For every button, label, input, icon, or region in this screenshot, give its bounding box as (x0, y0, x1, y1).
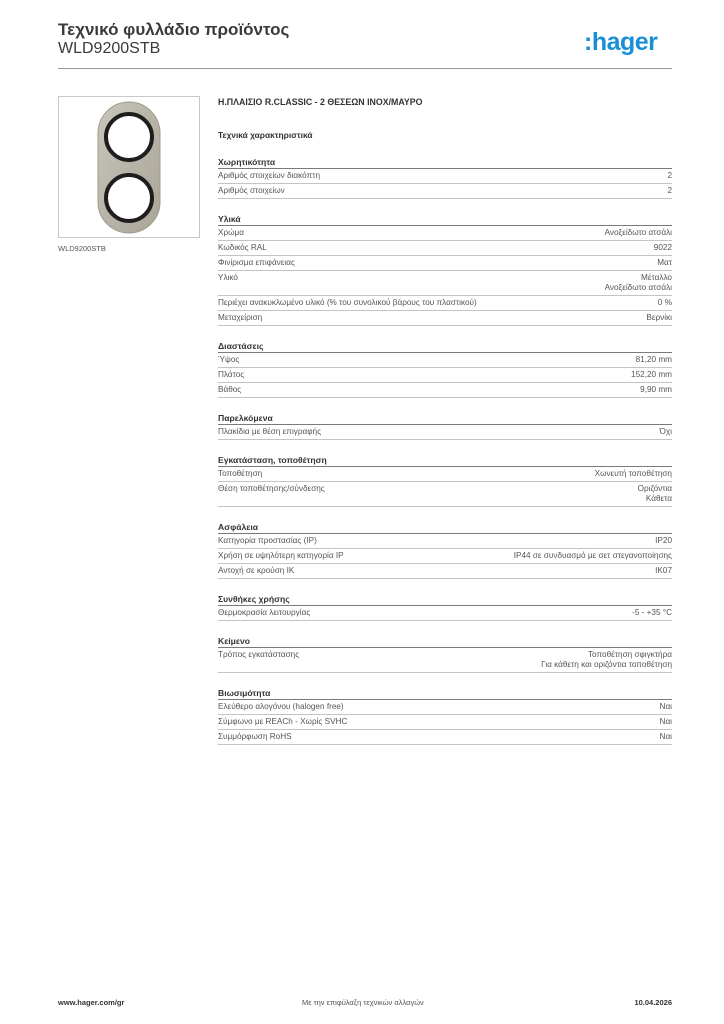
spec-label: Περιέχει ανακυκλωμένο υλικό (% του συνολικού βάρους του πλαστικού) (218, 298, 477, 307)
spec-sections (218, 157, 672, 745)
spec-label: Χρήση σε υψηλότερη κατηγορία IP (218, 551, 344, 560)
spec-label: Συμμόρφωση RoHS (218, 732, 292, 741)
spec-value-line: 2 (667, 186, 672, 195)
spec-value (496, 243, 672, 253)
spec-label: Αντοχή σε κρούση IK (218, 566, 295, 575)
spec-row (218, 467, 672, 482)
spec-label: Κατηγορία προστασίας (IP) (218, 536, 317, 545)
frame-illustration (59, 97, 199, 237)
spec-value-line: Ανοξείδωτο ατσάλι (604, 228, 672, 237)
spec-value-line: Για κάθετη και οριζόντια τοποθέτηση (541, 660, 672, 669)
spec-row (218, 549, 672, 564)
product-code: WLD9200STB (58, 40, 161, 57)
spec-label: Θέση τοποθέτησης/σύνδεσης (218, 484, 325, 493)
spec-value-line: 2 (667, 171, 672, 180)
spec-value-line: Ναι (659, 732, 672, 741)
footer-date: 10.04.2026 (634, 998, 672, 1007)
spec-section (218, 688, 672, 745)
spec-value (496, 469, 672, 479)
spec-label: Ελεύθερο αλογόνου (halogen free) (218, 702, 344, 711)
spec-subtitle: Τεχνικά χαρακτηριστικά (218, 130, 313, 140)
section-heading: Βιωσιμότητα (218, 688, 672, 700)
spec-row (218, 296, 672, 311)
spec-row (218, 730, 672, 745)
spec-row (218, 184, 672, 199)
spec-value (496, 355, 672, 365)
spec-value-line: Οριζόντια (637, 484, 672, 493)
section-heading: Συνθήκες χρήσης (218, 594, 672, 606)
product-name: Η.ΠΛΑΙΣΙΟ R.CLASSIC - 2 ΘΕΣΕΩΝ INOX/ΜΑΥΡΟ (218, 97, 423, 107)
spec-row (218, 700, 672, 715)
spec-label: Θερμοκρασία λειτουργίας (218, 608, 311, 617)
spec-label: Υλικό (218, 273, 238, 282)
spec-label: Χρώμα (218, 228, 244, 237)
spec-row (218, 564, 672, 579)
spec-value-line: 0 % (657, 298, 672, 307)
document-title: Τεχνικό φυλλάδιο προϊόντος (58, 20, 290, 39)
spec-value-line: Κάθετα (645, 494, 672, 503)
spec-section (218, 413, 672, 440)
spec-row (218, 353, 672, 368)
spec-section (218, 455, 672, 507)
spec-label: Κωδικός RAL (218, 243, 267, 252)
spec-label: Σύμφωνο με REACh - Χωρίς SVHC (218, 717, 348, 726)
spec-section (218, 522, 672, 579)
spec-row (218, 241, 672, 256)
section-heading: Παρελκόμενα (218, 413, 672, 425)
spec-label: Τρόπος εγκατάστασης (218, 650, 300, 659)
spec-section (218, 594, 672, 621)
spec-value-line: IP20 (655, 536, 672, 545)
spec-value-line: 81,20 mm (635, 355, 672, 364)
section-heading: Κείμενο (218, 636, 672, 648)
spec-row (218, 256, 672, 271)
product-image-caption: WLD9200STB (58, 244, 106, 253)
spec-row (218, 606, 672, 621)
spec-label: Τοποθέτηση (218, 469, 263, 478)
spec-value (496, 702, 672, 712)
spec-value-line: Ανοξείδωτο ατσάλι (604, 283, 672, 292)
spec-value-line: Τοποθέτηση σφιγκτήρα (587, 650, 672, 659)
spec-row (218, 482, 672, 507)
spec-value (496, 427, 672, 437)
product-image (58, 96, 200, 238)
section-heading: Εγκατάσταση, τοποθέτηση (218, 455, 672, 467)
spec-content (218, 96, 672, 745)
spec-value (496, 732, 672, 742)
spec-value (496, 370, 672, 380)
footer-disclaimer: Με την επιφύλαξη τεχνικών αλλαγών (302, 998, 424, 1007)
spec-row (218, 715, 672, 730)
spec-row (218, 648, 672, 673)
spec-value (496, 171, 672, 181)
spec-value-line: 9022 (653, 243, 672, 252)
spec-label: Ύψος (218, 355, 240, 364)
hager-logo-text: :hager (584, 28, 658, 56)
spec-value (496, 298, 672, 308)
section-heading: Υλικά (218, 214, 672, 226)
spec-value (496, 608, 672, 618)
section-heading: Ασφάλεια (218, 522, 672, 534)
spec-row (218, 226, 672, 241)
spec-label: Μεταχείριση (218, 313, 263, 322)
spec-value-line: Ναι (659, 702, 672, 711)
spec-value (496, 228, 672, 238)
spec-value (496, 484, 672, 504)
spec-value-line: 9,90 mm (640, 385, 672, 394)
spec-value (496, 273, 672, 293)
section-heading: Χωρητικότητα (218, 157, 672, 169)
spec-row (218, 271, 672, 296)
spec-row (218, 368, 672, 383)
spec-value (496, 536, 672, 546)
spec-row (218, 534, 672, 549)
spec-value (496, 186, 672, 196)
spec-section (218, 214, 672, 326)
spec-value (496, 385, 672, 395)
spec-value (496, 650, 672, 670)
spec-row (218, 311, 672, 326)
spec-value-line: IP44 σε συνδυασμό με σετ στεγανοποίησης (513, 551, 672, 560)
spec-value-line: Μέταλλο (641, 273, 672, 282)
spec-section (218, 157, 672, 199)
spec-label: Αριθμός στοιχείων (218, 186, 285, 195)
spec-label: Πλακίδια με θέση επιγραφής (218, 427, 322, 436)
spec-value-line: Ναι (659, 717, 672, 726)
spec-row (218, 425, 672, 440)
spec-value-line: Χωνευτή τοποθέτηση (594, 469, 672, 478)
spec-value (496, 551, 672, 561)
spec-value (496, 566, 672, 576)
spec-value-line: Ματ (657, 258, 672, 267)
spec-row (218, 169, 672, 184)
spec-value (496, 258, 672, 268)
section-heading: Διαστάσεις (218, 341, 672, 353)
spec-label: Βάθος (218, 385, 242, 394)
spec-value-line: Όχι (659, 427, 672, 436)
spec-value (496, 717, 672, 727)
footer-website-link[interactable]: www.hager.com/gr (58, 998, 125, 1007)
spec-row (218, 383, 672, 398)
spec-value-line: 152,20 mm (631, 370, 672, 379)
spec-value-line: -5 - +35 °C (632, 608, 672, 617)
spec-value (496, 313, 672, 323)
spec-label: Αριθμός στοιχείων διακόπτη (218, 171, 321, 180)
spec-section (218, 341, 672, 398)
spec-value-line: IK07 (655, 566, 672, 575)
hager-logo (584, 27, 672, 57)
spec-value-line: Βερνίκι (646, 313, 672, 322)
spec-label: Φινίρισμα επιφάνειας (218, 258, 295, 267)
header-divider (58, 68, 672, 69)
spec-label: Πλάτος (218, 370, 245, 379)
spec-section (218, 636, 672, 673)
